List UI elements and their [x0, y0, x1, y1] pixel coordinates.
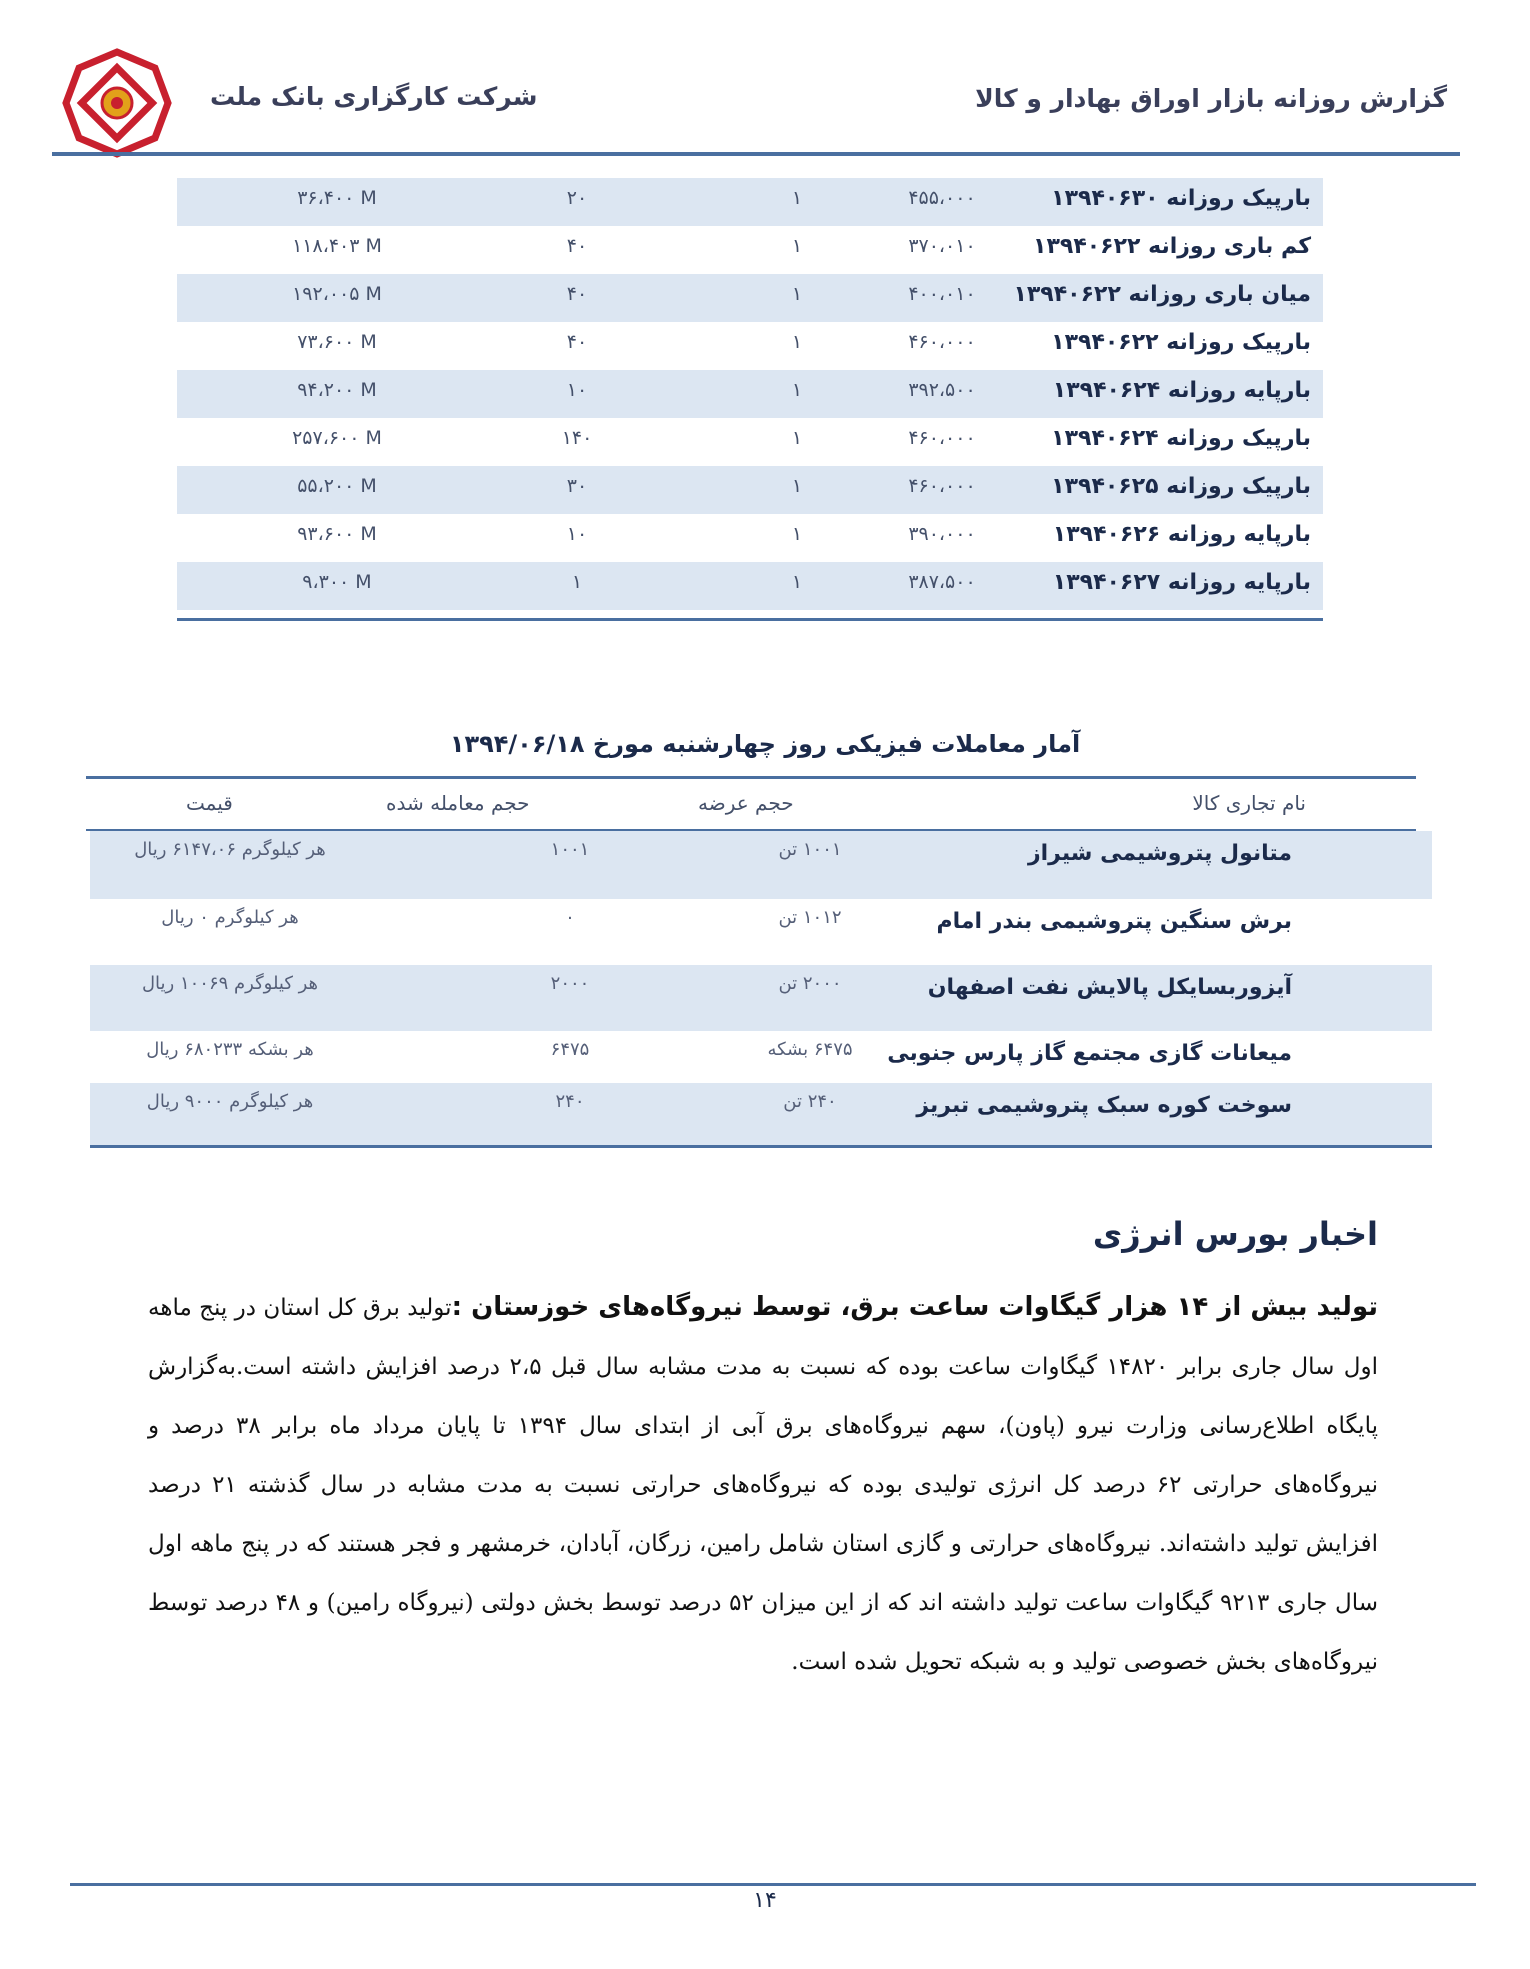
contract-value: ۹۳،۶۰۰ M [297, 523, 377, 545]
contract-price: ۳۹۰،۰۰۰ [908, 523, 976, 545]
futures-table [177, 178, 1323, 610]
contract-count: ۱ [791, 571, 803, 593]
contract-count: ۱ [791, 427, 803, 449]
contract-price: ۴۶۰،۰۰۰ [908, 331, 976, 353]
contract-volume: ۱ [571, 571, 583, 593]
traded-volume: ۱۰۰۱ [550, 839, 590, 860]
physical-table-header [86, 779, 1416, 829]
contract-value: ۳۶،۴۰۰ M [297, 187, 377, 209]
traded-volume: ۲۰۰۰ [550, 973, 590, 994]
offer-volume: ۱۰۱۲ تن [778, 907, 842, 928]
contract-value: ۹،۳۰۰ M [302, 571, 372, 593]
contract-volume: ۴۰ [566, 283, 588, 305]
contract-name: بارپایه روزانه ۱۳۹۴۰۶۲۶ [1052, 522, 1311, 547]
traded-volume: ۲۴۰ [555, 1091, 585, 1112]
offer-volume: ۲۰۰۰ تن [778, 973, 842, 994]
table-row [177, 178, 1323, 226]
contract-name: بارپیک روزانه ۱۳۹۴۰۶۲۲ [1051, 330, 1311, 355]
table-row [90, 965, 1432, 1031]
contract-volume: ۳۰ [566, 475, 588, 497]
table-row [177, 226, 1323, 274]
table-row [177, 322, 1323, 370]
contract-volume: ۱۰ [566, 379, 588, 401]
bank-mellat-logo [62, 48, 172, 158]
offer-volume: ۱۰۰۱ تن [778, 839, 842, 860]
header-price: قیمت [186, 791, 233, 815]
contract-value: ۱۹۲،۰۰۵ M [292, 283, 382, 305]
table-row [90, 1031, 1432, 1083]
contract-name: بارپیک روزانه ۱۳۹۴۰۶۲۵ [1051, 474, 1311, 499]
physical-trades-title: آمار معاملات فیزیکی روز چهارشنبه مورخ ۱۳۹۴/۰۶/۱۸ [449, 730, 1081, 758]
contract-price: ۳۷۰،۰۱۰ [908, 235, 976, 257]
table-row [90, 831, 1432, 899]
contract-name: بارپیک روزانه ۱۳۹۴۰۶۲۴ [1051, 426, 1311, 451]
contract-count: ۱ [791, 523, 803, 545]
contract-count: ۱ [791, 235, 803, 257]
contract-value: ۵۵،۲۰۰ M [297, 475, 377, 497]
table-row [177, 370, 1323, 418]
footer-divider [70, 1883, 1476, 1886]
table-row [177, 418, 1323, 466]
contract-name: بارپایه روزانه ۱۳۹۴۰۶۲۷ [1052, 570, 1311, 595]
offer-volume: ۶۴۷۵ بشکه [767, 1039, 853, 1060]
contract-volume: ۴۰ [566, 331, 588, 353]
table-row [177, 274, 1323, 322]
report-title: گزارش روزانه بازار اوراق بهادار و کالا [975, 84, 1447, 113]
contract-value: ۹۴،۲۰۰ M [297, 379, 377, 401]
contract-volume: ۲۰ [566, 187, 588, 209]
contract-name: میان باری روزانه ۱۳۹۴۰۶۲۲ [1013, 282, 1311, 307]
contract-name: بارپایه روزانه ۱۳۹۴۰۶۲۴ [1052, 378, 1311, 403]
contract-name: کم باری روزانه ۱۳۹۴۰۶۲۲ [1033, 234, 1311, 259]
table-row [90, 899, 1432, 965]
offer-volume: ۲۴۰ تن [783, 1091, 837, 1112]
header-divider [52, 152, 1460, 156]
news-paragraph [148, 1278, 1378, 1692]
header-offer: حجم عرضه [698, 791, 794, 815]
contract-name: بارپیک روزانه ۱۳۹۴۰۶۳۰ [1051, 186, 1311, 211]
contract-price: ۴۵۵،۰۰۰ [908, 187, 976, 209]
contract-count: ۱ [791, 475, 803, 497]
commodity-name: آیزوربسایکل پالایش نفت اصفهان [927, 975, 1292, 1000]
price: هر کیلوگرم ۹۰۰۰ ریال [146, 1091, 314, 1112]
physical-table [90, 831, 1432, 1145]
news-section-title: اخبار بورس انرژی [1092, 1215, 1378, 1253]
header-volume: حجم معامله شده [386, 791, 530, 815]
price: هر کیلوگرم ۰ ریال [161, 907, 299, 928]
contract-volume: ۴۰ [566, 235, 588, 257]
commodity-name: متانول پتروشیمی شیراز [1027, 841, 1292, 866]
contract-value: ۱۱۸،۴۰۳ M [292, 235, 382, 257]
page-number: ۱۴ [753, 1888, 777, 1913]
contract-count: ۱ [791, 283, 803, 305]
contract-price: ۴۰۰،۰۱۰ [908, 283, 976, 305]
table-row [177, 562, 1323, 610]
contract-price: ۳۸۷،۵۰۰ [908, 571, 976, 593]
contract-count: ۱ [791, 379, 803, 401]
contract-volume: ۱۴۰ [561, 427, 593, 449]
news-lead: تولید بیش از ۱۴ هزار گیگاوات ساعت برق، توسط نیروگاه‌های خوزستان : [451, 1292, 1379, 1322]
table-row [90, 1083, 1432, 1145]
futures-table-bottom-rule [177, 618, 1323, 621]
contract-price: ۴۶۰،۰۰۰ [908, 427, 976, 449]
contract-count: ۱ [791, 331, 803, 353]
price: هر کیلوگرم ۶۱۴۷،۰۶ ریال [134, 839, 326, 860]
commodity-name: سوخت کوره سبک پتروشیمی تبریز [916, 1093, 1292, 1118]
company-name: شرکت کارگزاری بانک ملت [210, 82, 538, 111]
table-row [177, 514, 1323, 562]
contract-value: ۷۳،۶۰۰ M [297, 331, 377, 353]
news-body-text: تولید برق کل استان در پنج ماهه اول سال جاری برابر ۱۴۸۲۰ گیگاوات ساعت بوده که نسبت به مدت مشابه سال قبل ۲،۵ درصد افزایش داشته است.به‌گزارش پایگاه اطلاع‌رسانی وزارت نیرو (پاون)، سهم نیروگاه‌های برق آبی از ابتدای سال ۱۳۹۴ تا پایان مرداد ماه برابر ۳۸ درصد و نیروگاه‌های حرارتی ۶۲ درصد کل انرژی تولیدی بوده که نیروگاه‌های حرارتی نسبت به مدت مشابه در سال گذشته ۲۱ درصد افزایش تولید داشته‌اند. نیروگاه‌های حرارتی و گازی استان شامل رامین، زرگان، آبادان، خرمشهر و فجر هستند که در پنج ماهه اول سال جاری ۹۲۱۳ گیگاوات ساعت تولید داشته اند که از این میزان ۵۲ درصد توسط بخش دولتی (نیروگاه رامین) و ۴۸ درصد توسط نیروگاه‌های بخش خصوصی تولید و به شبکه تحویل شده است. [148, 1295, 1379, 1675]
contract-value: ۲۵۷،۶۰۰ M [292, 427, 382, 449]
physical-table-bottom-rule [90, 1145, 1432, 1148]
commodity-name: میعانات گازی مجتمع گاز پارس جنوبی [887, 1041, 1292, 1066]
traded-volume: ۶۴۷۵ [550, 1039, 590, 1060]
contract-price: ۴۶۰،۰۰۰ [908, 475, 976, 497]
contract-count: ۱ [791, 187, 803, 209]
price: هر بشکه ۶۸۰۲۳۳ ریال [146, 1039, 314, 1060]
table-row [177, 466, 1323, 514]
header-name: نام تجاری کالا [1192, 791, 1306, 815]
commodity-name: برش سنگین پتروشیمی بندر امام [936, 909, 1292, 934]
price: هر کیلوگرم ۱۰۰۶۹ ریال [141, 973, 319, 994]
traded-volume: ۰ [565, 907, 575, 928]
contract-volume: ۱۰ [566, 523, 588, 545]
contract-price: ۳۹۲،۵۰۰ [908, 379, 976, 401]
